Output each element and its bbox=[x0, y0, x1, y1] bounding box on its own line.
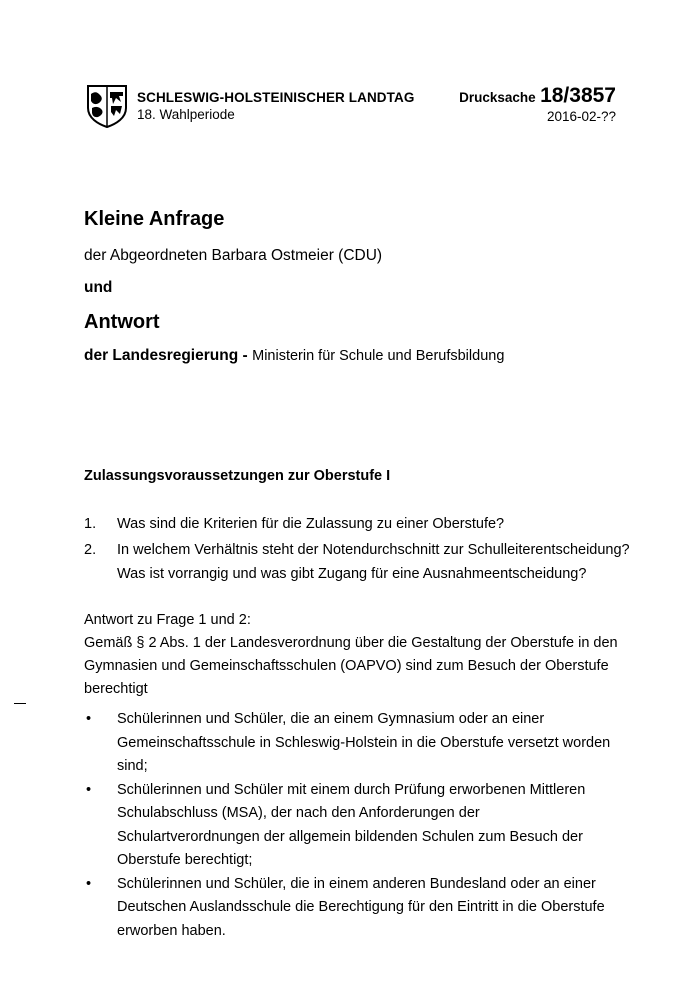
abgeordnete-line: der Abgeordneten Barbara Ostmeier (CDU) bbox=[84, 247, 383, 264]
answer-section bbox=[84, 609, 624, 701]
kleine-anfrage-heading: Kleine Anfrage bbox=[84, 208, 225, 230]
list-item bbox=[84, 873, 624, 944]
answer-bullet-list bbox=[84, 708, 624, 943]
legislative-period: 18. Wahlperiode bbox=[137, 107, 235, 122]
und-line: und bbox=[84, 279, 113, 296]
coat-of-arms-icon bbox=[86, 84, 128, 128]
bullet-icon: • bbox=[86, 711, 92, 727]
header-left bbox=[137, 90, 414, 122]
question-text: In welchem Verhältnis steht der Notendurchschnitt zur Schulleiterentscheidung? Was ist vorrangig und was gibt Zugang für eine Ausnahmeentscheidung? bbox=[117, 542, 630, 582]
parliament-name: SCHLESWIG-HOLSTEINISCHER LANDTAG bbox=[137, 90, 415, 105]
bullet-icon: • bbox=[86, 875, 92, 892]
question-number: 1. bbox=[84, 516, 97, 532]
answer-intro: Gemäß § 2 Abs. 1 der Landesverordnung über die Gestaltung der Oberstufe in den Gymnasien und Gemeinschaftsschulen (OAPVO) sind zum Besuch der Oberstufe berechtigt bbox=[84, 635, 618, 697]
drucksache-label: Drucksache bbox=[459, 90, 536, 105]
question-2 bbox=[0, 538, 700, 586]
list-item bbox=[84, 779, 624, 873]
answer-heading: Antwort zu Frage 1 und 2: bbox=[84, 612, 251, 628]
landesregierung-line bbox=[84, 347, 504, 365]
bullet-text: Schülerinnen und Schüler, die an einem Gymnasium oder an einer Gemeinschaftsschule in Schleswig-Holstein in die Oberstufe versetzt worden sind; bbox=[117, 711, 611, 774]
bullet-text: Schülerinnen und Schüler mit einem durch Prüfung erworbenen Mittleren Schulabschluss (MSA), der nach den Anforderungen der Schulartverordnungen der allgemein bildenden Schulen zum Besuch der Oberstufe berechtigt; bbox=[117, 781, 586, 868]
document-date: 2016-02-?? bbox=[546, 109, 616, 124]
margin-mark bbox=[14, 703, 26, 704]
bullet-icon: • bbox=[86, 781, 92, 798]
antwort-heading: Antwort bbox=[84, 311, 160, 333]
landesregierung-label: der Landesregierung - bbox=[84, 347, 248, 364]
ministerin-label: Ministerin für Schule und Berufsbildung bbox=[252, 348, 505, 364]
subject-heading: Zulassungsvoraussetzungen zur Oberstufe I bbox=[84, 468, 391, 484]
question-number: 2. bbox=[84, 542, 97, 558]
header-right bbox=[459, 84, 616, 124]
drucksache-number: 18/3857 bbox=[540, 84, 616, 107]
bullet-text: Schülerinnen und Schüler, die in einem anderen Bundesland oder an einer Deutschen Auslandsschule die Berechtigung für den Eintritt in die Oberstufe erworben haben. bbox=[117, 875, 605, 939]
question-text: Was sind die Kriterien für die Zulassung zu einer Oberstufe? bbox=[117, 516, 505, 532]
list-item bbox=[84, 708, 624, 779]
question-1 bbox=[0, 512, 700, 536]
